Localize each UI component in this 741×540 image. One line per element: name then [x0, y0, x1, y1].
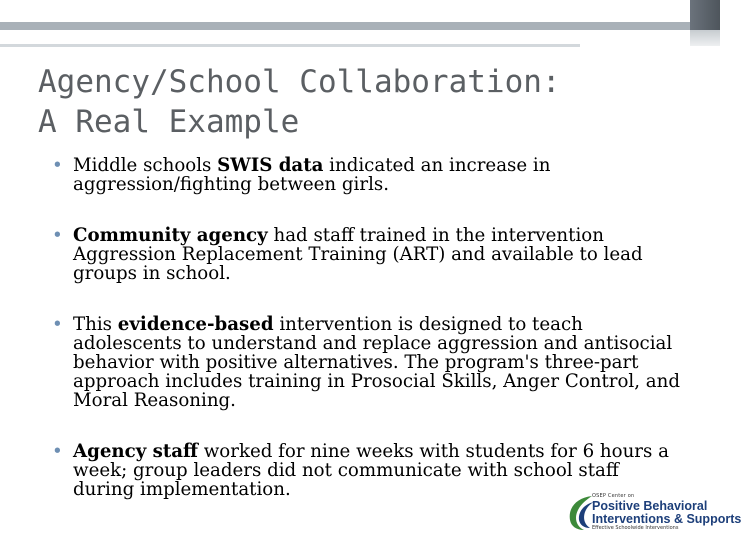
- slide-title-line-2: A Real Example: [38, 104, 300, 140]
- bullet-4-post: worked for nine weeks with students for 6 hours a week; group leaders did not communicate with school staff during implementation.: [73, 441, 669, 500]
- logo-line-2: Interventions & Supports: [592, 512, 741, 526]
- pbis-logo: [566, 490, 741, 532]
- bullet-1-pre: Middle schools: [73, 155, 218, 176]
- logo-line-1: Positive Behavioral: [592, 499, 708, 513]
- bullet-2-bold: Community agency: [73, 225, 268, 246]
- bullet-3-pre: This: [73, 314, 118, 335]
- bullet-item-3: [52, 315, 682, 410]
- bullet-1-post: indicated an increase in aggression/fighting between girls.: [73, 155, 551, 195]
- bullet-1-bold: SWIS data: [217, 155, 324, 176]
- slide-title-line-1: Agency/School Collaboration:: [38, 64, 561, 100]
- top-decoration: [0, 0, 720, 22]
- bullet-item-2: [52, 226, 682, 283]
- slide-title: [38, 62, 678, 142]
- logo-top-text: OSEP Center on: [592, 493, 635, 499]
- bullet-list: [52, 156, 682, 531]
- logo-bottom-text: Effective Schoolwide Interventions: [592, 525, 679, 531]
- bullet-3-post: intervention is designed to teach adolescents to understand and replace aggression and antisocial behavior with positive alternatives. The program's three-part approach includes training in Prosocial Skills, Anger Control, and Moral Reasoning.: [73, 314, 680, 411]
- header-thin-line: [0, 44, 580, 47]
- bullet-3-bold: evidence-based: [117, 314, 274, 335]
- header-corner-fade: [690, 30, 720, 46]
- header-corner-block: [690, 0, 720, 30]
- bullet-4-bold: Agency staff: [73, 441, 198, 462]
- bullet-2-post: had staff trained in the intervention Aggression Replacement Training (ART) and available to lead groups in school.: [73, 225, 643, 284]
- bullet-item-1: [52, 156, 682, 194]
- header-bar: [0, 22, 690, 30]
